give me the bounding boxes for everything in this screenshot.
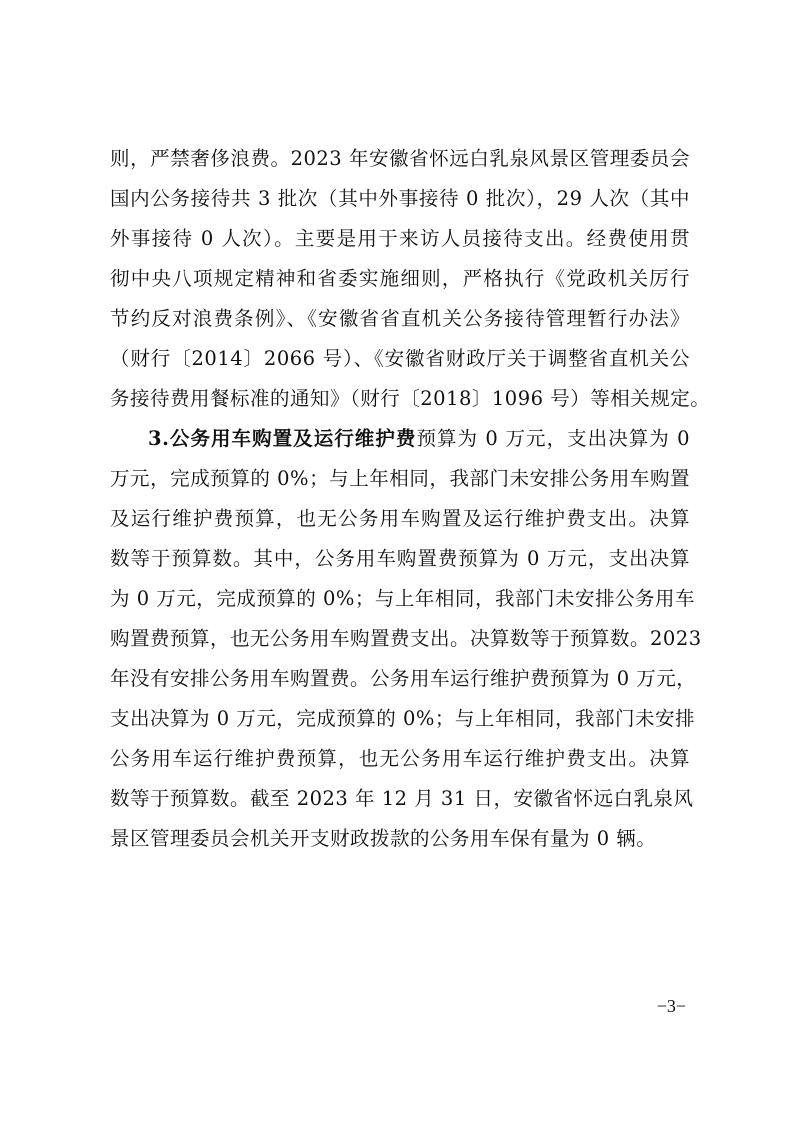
paragraph-1-line: 则，严禁奢侈浪费。2023 年安徽省怀远白乳泉风景区管理委员会 — [110, 147, 690, 170]
paragraph-2-line: 购置费预算，也无公务用车购置费支出。决算数等于预算数。2023 — [110, 627, 702, 650]
paragraph-1-line: 节约反对浪费条例》、《安徽省省直机关公务接待管理暂行办法》 — [110, 307, 690, 330]
paragraph-2-line: 景区管理委员会机关开支财政拨款的公务用车保有量为 0 辆。 — [110, 827, 657, 850]
paragraph-2-line: 及运行维护费预算，也无公务用车购置及运行维护费支出。决算 — [110, 507, 690, 530]
section-heading-continuation: 预算为 0 万元，支出决算为 0 — [416, 427, 690, 450]
paragraph-1-line: 国内公务接待共 3 批次（其中外事接待 0 批次），29 人次（其中 — [110, 187, 690, 210]
paragraph-2-line: 公务用车运行维护费预算，也无公务用车运行维护费支出。决算 — [110, 747, 690, 770]
section-heading: 3.公务用车购置及运行维护费 — [148, 427, 417, 450]
paragraph-2-line: 万元，完成预算的 0%；与上年相同，我部门未安排公务用车购置 — [110, 467, 690, 490]
paragraph-2-line: 数等于预算数。截至 2023 年 12 月 31 日，安徽省怀远白乳泉风 — [110, 787, 694, 810]
paragraph-1-line: 外事接待 0 人次）。主要是用于来访人员接待支出。经费使用贯 — [110, 227, 690, 250]
page-number: −3− — [656, 996, 686, 1016]
paragraph-2-line: 数等于预算数。其中，公务用车购置费预算为 0 万元，支出决算 — [110, 547, 690, 570]
paragraph-2-line: 为 0 万元，完成预算的 0%；与上年相同，我部门未安排公务用车 — [110, 587, 695, 610]
paragraph-2-line: 支出决算为 0 万元，完成预算的 0%；与上年相同，我部门未安排 — [110, 707, 695, 730]
paragraph-1-line: （财行〔2014〕2066 号）、《安徽省财政厅关于调整省直机关公 — [110, 347, 690, 370]
paragraph-2-line: 年没有安排公务用车购置费。公务用车运行维护费预算为 0 万元， — [110, 667, 697, 690]
paragraph-1-line: 务接待费用餐标准的通知》（财行〔2018〕1096 号）等相关规定。 — [110, 387, 711, 410]
paragraph-2-first-line — [148, 427, 690, 451]
paragraph-1-line: 彻中央八项规定精神和省委实施细则，严格执行《党政机关厉行 — [110, 267, 690, 290]
